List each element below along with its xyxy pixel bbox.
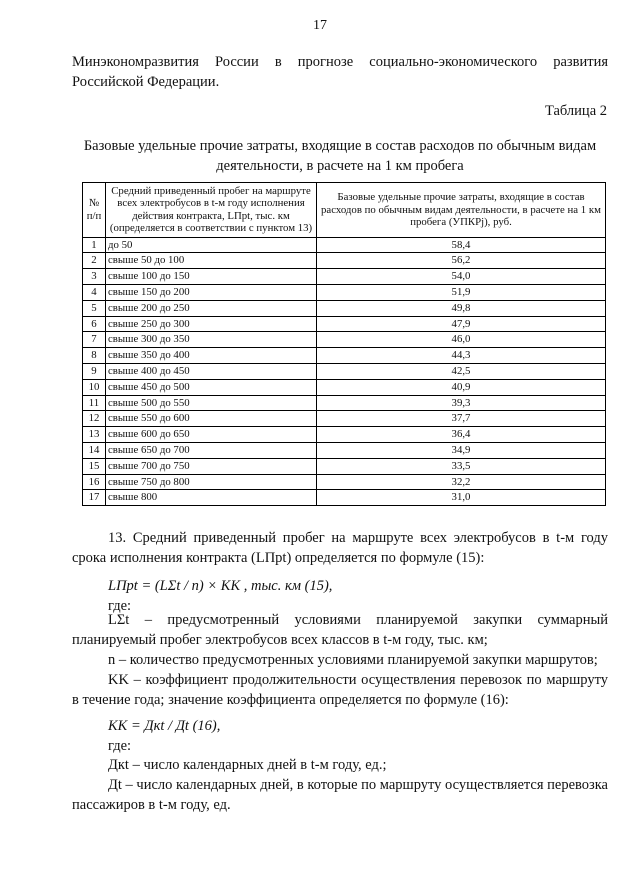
row-value: 39,3 (317, 395, 606, 411)
table-row (83, 427, 606, 443)
table-row (83, 411, 606, 427)
row-range: свыше 100 до 150 (106, 269, 317, 285)
row-value: 37,7 (317, 411, 606, 427)
row-range: свыше 700 до 750 (106, 458, 317, 474)
table-row (83, 332, 606, 348)
row-number: 1 (83, 237, 106, 253)
row-value: 56,2 (317, 253, 606, 269)
row-range: свыше 600 до 650 (106, 427, 317, 443)
definition-lsum: LΣt – предусмотренный условиями планируемой закупки суммарный планируемый пробег электробусов всех классов в t-м году, тыс. км; (72, 612, 608, 648)
row-number: 13 (83, 427, 106, 443)
row-range: свыше 300 до 350 (106, 332, 317, 348)
row-range: свыше 550 до 600 (106, 411, 317, 427)
table-row (83, 474, 606, 490)
page-number: 17 (313, 18, 327, 33)
table-row (83, 269, 606, 285)
definition-n: n – количество предусмотренных условиями планируемой закупки маршрутов; (108, 652, 598, 668)
definition-dt: Дt – число календарных дней, в которые по маршруту осуществляется перевозка пассажиров в t-м году, ед. (72, 777, 608, 813)
row-number: 8 (83, 348, 106, 364)
where-label-2: где: (108, 738, 132, 754)
row-value: 51,9 (317, 285, 606, 301)
table-header-row (83, 183, 606, 238)
row-number: 4 (83, 285, 106, 301)
definition-dkt: Дкt – число календарных дней в t-м году, ед.; (108, 757, 387, 773)
row-value: 36,4 (317, 427, 606, 443)
row-range: свыше 750 до 800 (106, 474, 317, 490)
table-label: Таблица 2 (544, 103, 607, 119)
row-range: свыше 250 до 300 (106, 316, 317, 332)
row-value: 40,9 (317, 379, 606, 395)
table-row (83, 253, 606, 269)
row-value: 42,5 (317, 364, 606, 380)
row-value: 32,2 (317, 474, 606, 490)
row-number: 11 (83, 395, 106, 411)
row-range: до 50 (106, 237, 317, 253)
row-value: 46,0 (317, 332, 606, 348)
row-value: 44,3 (317, 348, 606, 364)
paragraph-13: 13. Средний приведенный пробег на маршруте всех электробусов в t-м году срока исполнения контракта (LПрt) определяется по формуле (15): (72, 530, 608, 566)
table-row (83, 237, 606, 253)
cost-table (82, 182, 606, 506)
table-row (83, 316, 606, 332)
formula-15: LПрt = (LΣt / n) × KK , тыс. км (15), (108, 578, 333, 594)
row-number: 5 (83, 300, 106, 316)
row-range: свыше 200 до 250 (106, 300, 317, 316)
row-number: 7 (83, 332, 106, 348)
row-number: 6 (83, 316, 106, 332)
table-row (83, 364, 606, 380)
table-row (83, 442, 606, 458)
row-number: 2 (83, 253, 106, 269)
row-number: 3 (83, 269, 106, 285)
definition-kk: KK – коэффициент продолжительности осуществления перевозок по маршруту в течение года; значение коэффициента определяется по формуле (16): (72, 672, 608, 708)
row-number: 15 (83, 458, 106, 474)
row-value: 54,0 (317, 269, 606, 285)
table-row (83, 300, 606, 316)
intro-paragraph: Минэкономразвития России в прогнозе социально-экономического развития Российской Федерации. (72, 54, 608, 90)
formula-16: KK = Дкt / Дt (16), (108, 718, 221, 734)
row-range: свыше 50 до 100 (106, 253, 317, 269)
row-range: свыше 800 (106, 490, 317, 506)
row-range: свыше 150 до 200 (106, 285, 317, 301)
header-number: № п/п (83, 183, 106, 238)
row-number: 10 (83, 379, 106, 395)
table-row (83, 379, 606, 395)
row-value: 34,9 (317, 442, 606, 458)
row-number: 14 (83, 442, 106, 458)
table-row (83, 458, 606, 474)
table-row (83, 490, 606, 506)
header-mileage: Средний приведенный пробег на маршруте всех электробусов в t-м году исполнения действия контракта, LПрt, тыс. км (определяется в соответствии с пунктом 13) (106, 183, 317, 238)
table-title: Базовые удельные прочие затраты, входящие в состав расходов по обычным видам деятельности, в расчете на 1 км пробега (83, 138, 597, 174)
table-row (83, 348, 606, 364)
row-range: свыше 450 до 500 (106, 379, 317, 395)
row-value: 49,8 (317, 300, 606, 316)
row-range: свыше 650 до 700 (106, 442, 317, 458)
row-number: 16 (83, 474, 106, 490)
row-value: 31,0 (317, 490, 606, 506)
header-cost: Базовые удельные прочие затраты, входящие в состав расходов по обычным видам деятельности, в расчете на 1 км пробега (УПКРj), руб. (317, 183, 606, 238)
where-label-1: где: (108, 598, 132, 614)
row-range: свыше 500 до 550 (106, 395, 317, 411)
table-row (83, 285, 606, 301)
row-range: свыше 400 до 450 (106, 364, 317, 380)
row-number: 17 (83, 490, 106, 506)
row-number: 9 (83, 364, 106, 380)
row-value: 58,4 (317, 237, 606, 253)
row-number: 12 (83, 411, 106, 427)
row-range: свыше 350 до 400 (106, 348, 317, 364)
row-value: 47,9 (317, 316, 606, 332)
table-row (83, 395, 606, 411)
row-value: 33,5 (317, 458, 606, 474)
